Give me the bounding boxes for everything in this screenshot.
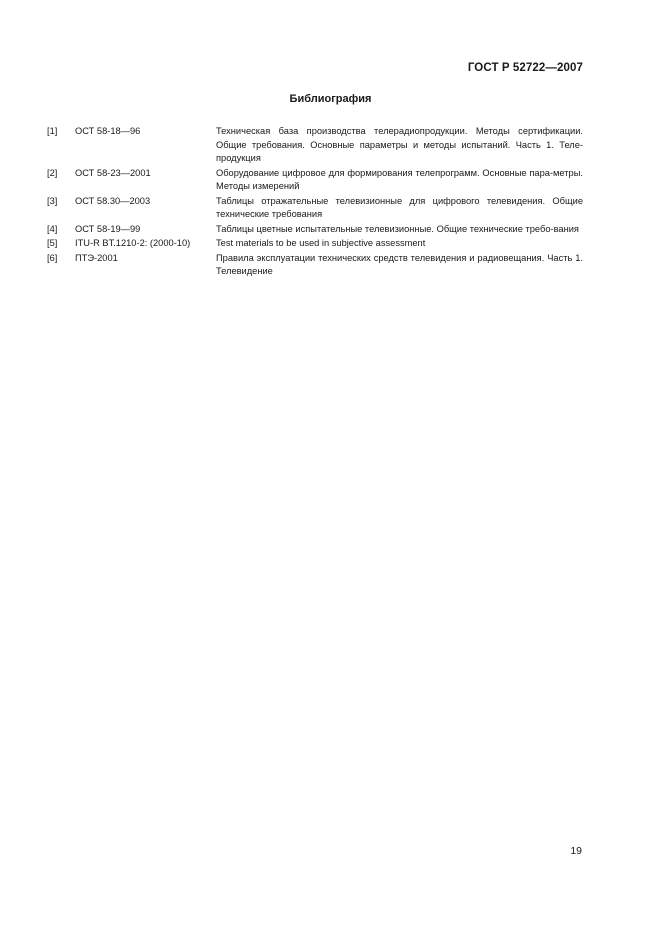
- page-number: 19: [570, 845, 582, 857]
- bibliography-entry: [47, 125, 583, 166]
- page-title: Библиография: [289, 93, 372, 105]
- entry-number: [3]: [47, 195, 58, 206]
- document-code: ГОСТ Р 52722—2007: [467, 62, 583, 74]
- entry-number: [5]: [47, 238, 58, 248]
- entry-code: ОСТ 58-19—99: [75, 223, 141, 234]
- bibliography-entry: [47, 223, 583, 237]
- entry-number: [4]: [47, 223, 58, 234]
- entry-number: [1]: [47, 126, 58, 136]
- entry-number: [2]: [47, 167, 58, 178]
- bibliography-entry: [47, 237, 583, 251]
- entry-code: ОСТ 58-23—2001: [75, 167, 151, 178]
- entry-code: ОСТ 58.30—2003: [75, 195, 151, 206]
- entry-title: Техническая база производства телерадиопродукции. Методы сертификации. Общие требования. Основные параметры и методы испытаний. Часть 1. Теле-продукция: [216, 126, 583, 163]
- entry-number: [6]: [47, 252, 58, 263]
- entry-code: ITU-R BT.1210-2: (2000-10): [75, 238, 191, 248]
- bibliography-entry: [47, 167, 583, 194]
- bibliography-entry: [47, 252, 583, 279]
- entry-title: Таблицы цветные испытательные телевизионные. Общие технические требо-вания: [216, 223, 579, 234]
- entry-code: ПТЭ-2001: [75, 252, 118, 263]
- bibliography-list: [47, 125, 583, 280]
- bibliography-entry: [47, 195, 583, 222]
- entry-title: Правила эксплуатации технических средств телевидения и радиовещания. Часть 1. Телевидение: [216, 252, 583, 276]
- entry-code: ОСТ 58-18—96: [75, 126, 141, 136]
- entry-title: Test materials to be used in subjective assessment: [216, 238, 426, 248]
- entry-title: Таблицы отражательные телевизионные для цифрового телевидения. Общие технические требования: [216, 195, 583, 219]
- entry-title: Оборудование цифровое для формирования телепрограмм. Основные пара-метры. Методы измерений: [216, 167, 583, 191]
